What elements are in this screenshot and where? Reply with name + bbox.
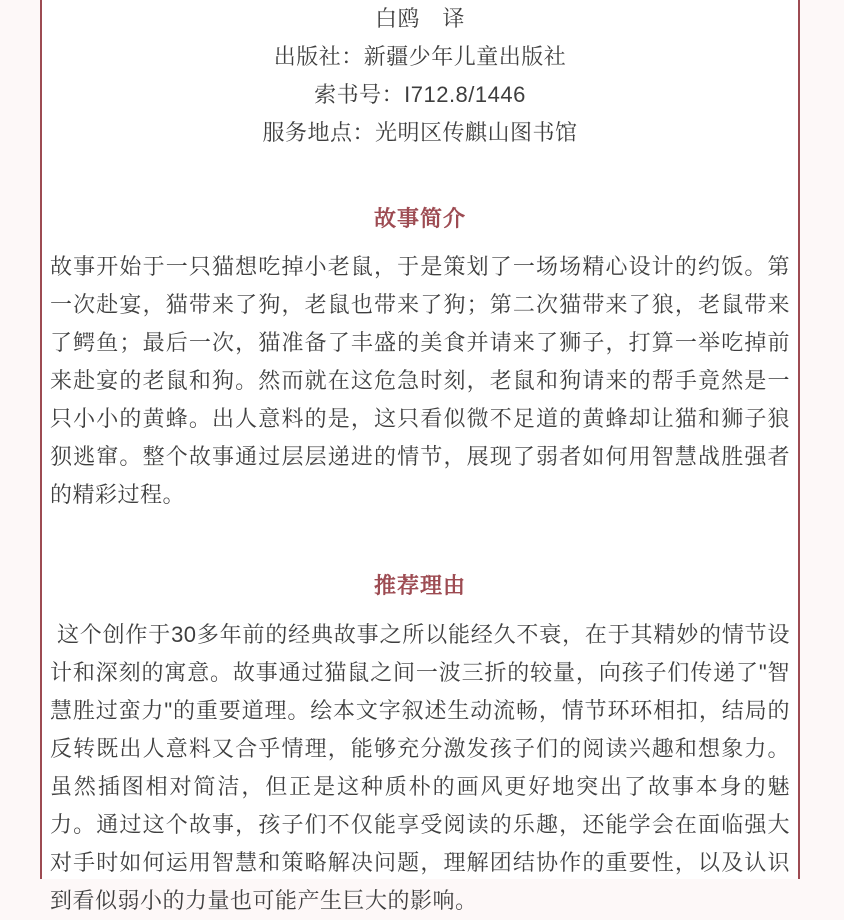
section-heading-recommendation: 推荐理由 [373, 573, 466, 598]
recommendation-text: 这个创作于30多年前的经典故事之所以能经久不衰，在于其精妙的情节设计和深刻的寓意。故事通过猫鼠之间一波三折的较量，向孩子们传递了"智慧胜过蛮力"的重要道理。绘本文字叙述生动流畅，情节环环相扣，结局的反转既出人意料又合乎情理，能够充分激发孩子们的阅读兴趣和想象力。虽然插图相对简洁，但正是这种质朴的画风更好地突出了故事本身的魅力。通过这个故事，孩子们不仅能享受阅读的乐趣，还能学会在面临强大对手时如何运用智慧和策略解决问题，理解团结协作的重要性，以及认识到看似弱小的力量也可能产生巨大的影响。 [50, 622, 790, 913]
article-page [40, 0, 800, 913]
book-call-number-line: 索书号：I712.8/1446 [314, 82, 526, 107]
book-translator-line: 白鸥 译 [374, 6, 465, 31]
book-location-line: 服务地点：光明区传麒山图书馆 [262, 120, 578, 145]
book-publisher-line: 出版社：新疆少年儿童出版社 [273, 44, 567, 69]
story-intro-text: 故事开始于一只猫想吃掉小老鼠，于是策划了一场场精心设计的约饭。第一次赴宴，猫带来了狗，老鼠也带来了狗；第二次猫带来了狼，老鼠带来了鳄鱼；最后一次，猫准备了丰盛的美食并请来了狮子，打算一举吃掉前来赴宴的老鼠和狗。然而就在这危急时刻，老鼠和狗请来的帮手竟然是一只小小的黄蜂。出人意料的是，这只看似微不足道的黄蜂却让猫和狮子狼狈逃窜。整个故事通过层层递进的情节，展现了弱者如何用智慧战胜强者的精彩过程。 [50, 254, 790, 507]
book-info-block [50, 0, 790, 152]
section-heading-story-intro: 故事简介 [373, 206, 466, 231]
